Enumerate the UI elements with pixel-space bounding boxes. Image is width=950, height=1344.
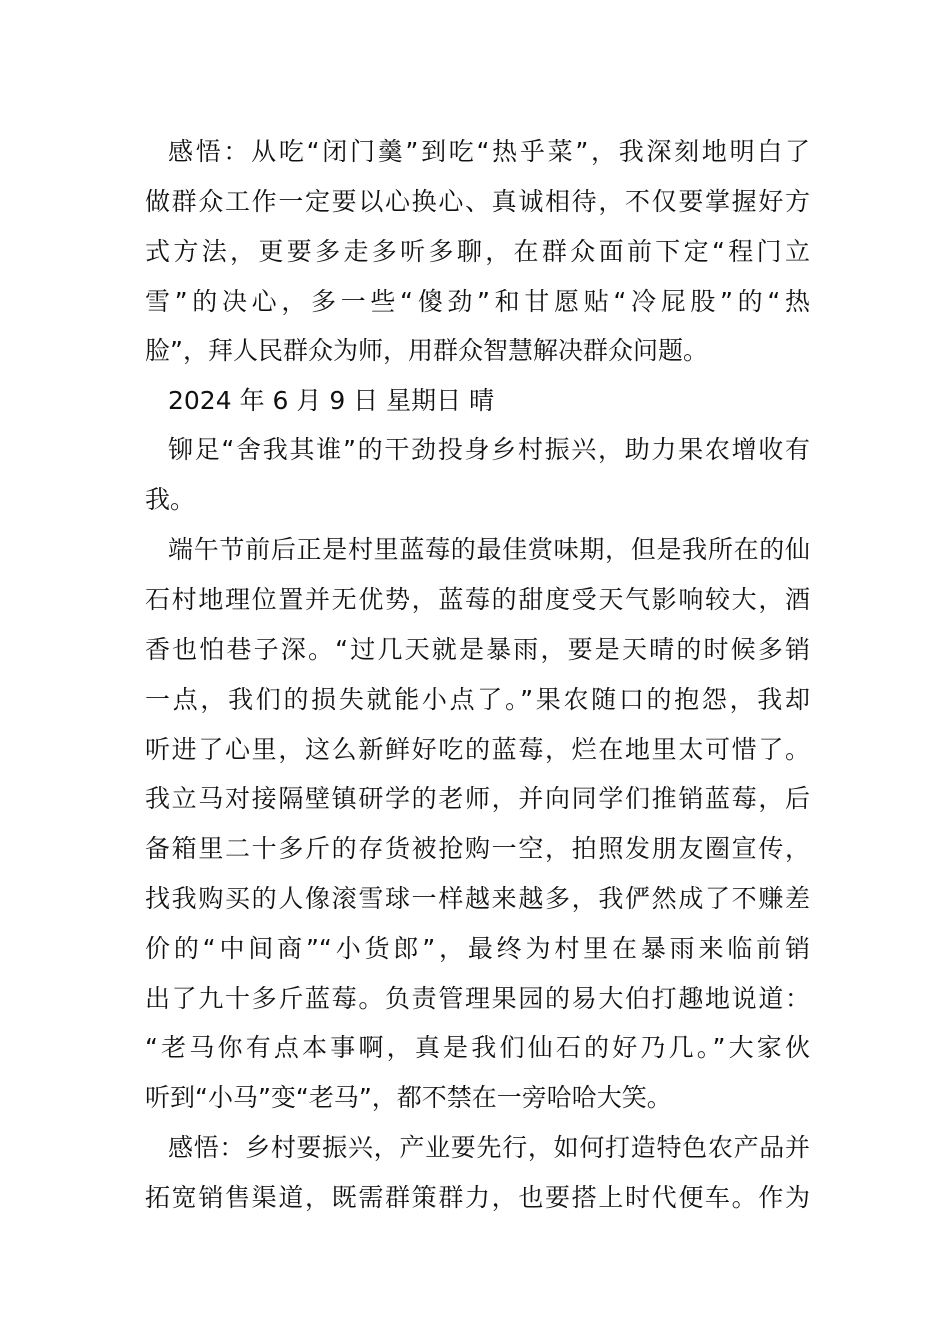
paragraph-line: 雪”的决心，多一些“傻劲”和甘愿贴“冷屁股”的“热 <box>145 287 810 316</box>
paragraph-line: 做群众工作一定要以心换心、真诚相待，不仅要掌握好方 <box>145 187 810 216</box>
paragraph-line: 石村地理位置并无优势，蓝莓的甜度受天气影响较大，酒 <box>145 585 810 614</box>
paragraph-line: 价的“中间商”“小货郎”，最终为村里在暴雨来临前销 <box>145 934 810 963</box>
diary-date-heading: 2024 年 6 月 9 日 星期日 晴 <box>168 386 495 415</box>
paragraph-line: 式方法，更要多走多听多聊，在群众面前下定“程门立 <box>145 237 810 266</box>
paragraph-line: 端午节前后正是村里蓝莓的最佳赏味期，但是我所在的仙 <box>168 535 810 564</box>
paragraph-line: 一点，我们的损失就能小点了。”果农随口的抱怨，我却 <box>145 685 810 714</box>
paragraph-line: 拓宽销售渠道，既需群策群力，也要搭上时代便车。作为 <box>145 1183 810 1212</box>
paragraph-line: 听到“小马”变“老马”，都不禁在一旁哈哈大笑。 <box>145 1083 672 1112</box>
paragraph-line: 感悟：乡村要振兴，产业要先行，如何打造特色农产品并 <box>168 1133 810 1162</box>
paragraph-line: 备箱里二十多斤的存货被抢购一空，拍照发朋友圈宣传， <box>145 834 810 863</box>
paragraph-line: 找我购买的人像滚雪球一样越来越多，我俨然成了不赚差 <box>145 884 810 913</box>
paragraph-line: 听进了心里，这么新鲜好吃的蓝莓，烂在地里太可惜了。 <box>145 735 810 764</box>
paragraph-line: 铆足“舍我其谁”的干劲投身乡村振兴，助力果农增收有 <box>168 435 810 464</box>
paragraph-line: 出了九十多斤蓝莓。负责管理果园的易大伯打趣地说道： <box>145 984 810 1013</box>
paragraph-line: 我立马对接隔壁镇研学的老师，并向同学们推销蓝莓，后 <box>145 784 810 813</box>
paragraph-line: 我。 <box>145 485 196 514</box>
paragraph-line: 脸”，拜人民群众为师，用群众智慧解决群众问题。 <box>145 336 708 365</box>
paragraph-line: “老马你有点本事啊，真是我们仙石的好乃几。”大家伙 <box>145 1033 810 1062</box>
paragraph-line: 感悟：从吃“闭门羹”到吃“热乎菜”，我深刻地明白了 <box>168 137 810 166</box>
paragraph-line: 香也怕巷子深。“过几天就是暴雨，要是天晴的时候多销 <box>145 635 810 664</box>
